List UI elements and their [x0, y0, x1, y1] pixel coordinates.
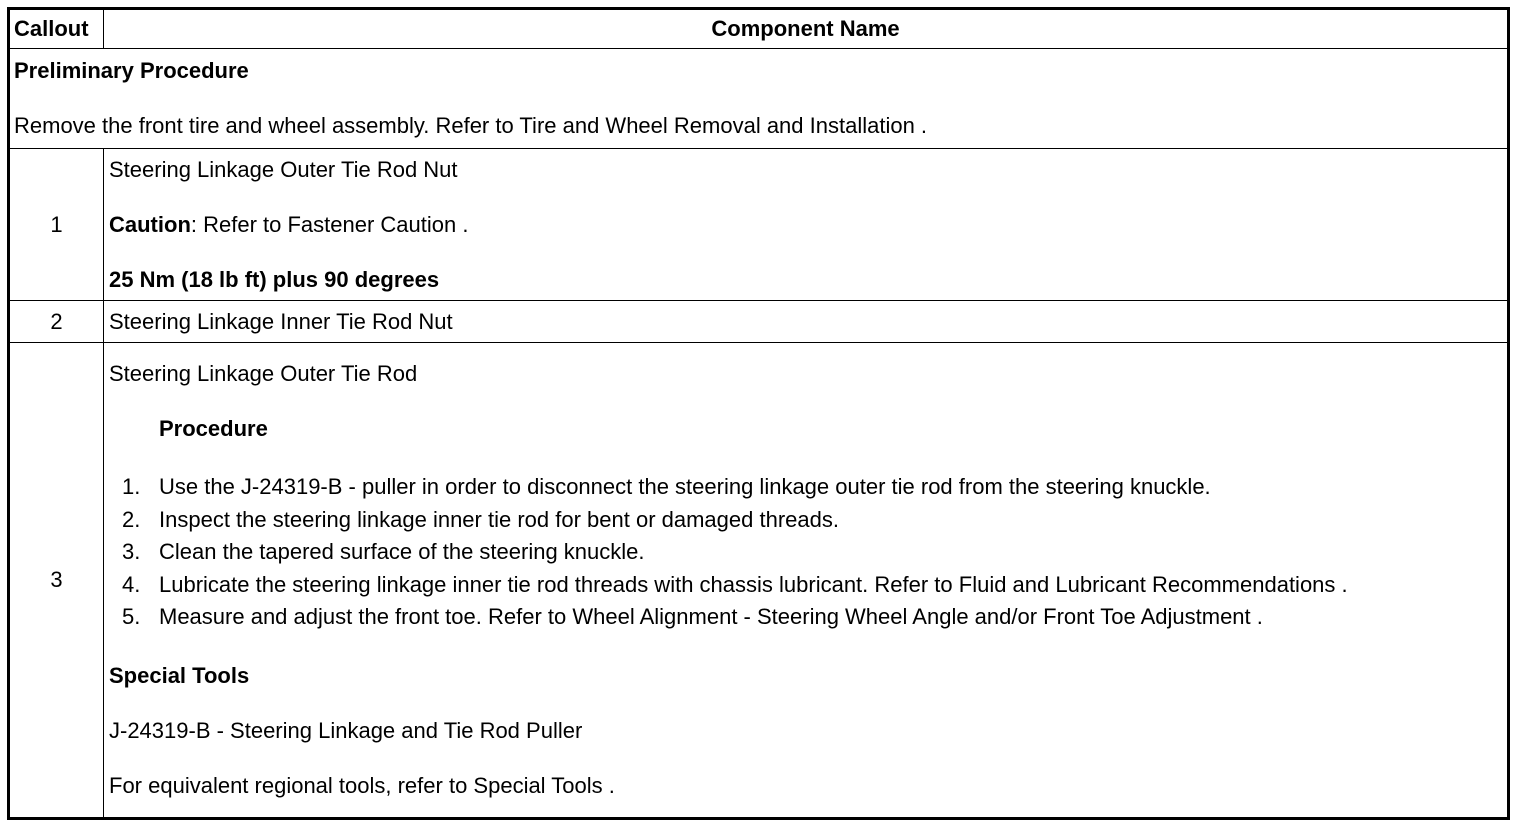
torque-spec: 25 Nm (18 lb ft) plus 90 degrees [109, 266, 440, 292]
step-number: 5. [122, 604, 141, 630]
special-tool: J-24319-B - Steering Linkage and Tie Rod Puller [109, 717, 583, 743]
caution-text: : Refer to Fastener Caution . [190, 211, 469, 237]
table-row [9, 301, 1509, 343]
component-cell [104, 343, 1509, 819]
component-name: Steering Linkage Outer Tie Rod Nut [109, 156, 458, 182]
procedure-label: Procedure [159, 416, 268, 442]
table-row [9, 343, 1509, 819]
callout-number: 3 [9, 343, 104, 819]
preliminary-row [9, 49, 1509, 149]
step-text: Use the J-24319-B - puller in order to disconnect the steering linkage outer tie rod from the steering knuckle. [159, 474, 1211, 500]
caution-line [109, 212, 1503, 238]
list-item [122, 504, 1503, 537]
component-name-header: Component Name [104, 9, 1509, 49]
procedure-steps [109, 471, 1503, 634]
callout-header: Callout [9, 9, 104, 49]
preliminary-title: Preliminary Procedure [14, 58, 249, 83]
step-number: 3. [122, 539, 141, 565]
step-number: 2. [122, 506, 141, 532]
list-item [122, 471, 1503, 504]
list-item [122, 536, 1503, 569]
preliminary-cell [9, 49, 1509, 149]
component-table [7, 7, 1510, 820]
table-row [9, 149, 1509, 301]
regional-tools-note: For equivalent regional tools, refer to Special Tools . [109, 772, 615, 798]
step-text: Inspect the steering linkage inner tie rod for bent or damaged threads. [159, 506, 839, 532]
callout-number: 2 [9, 301, 104, 343]
component-name: Steering Linkage Inner Tie Rod Nut [109, 308, 453, 334]
callout-number: 1 [9, 149, 104, 301]
component-name: Steering Linkage Outer Tie Rod [109, 361, 418, 387]
component-cell [104, 149, 1509, 301]
list-item [122, 569, 1503, 602]
header-row [9, 9, 1509, 49]
caution-label: Caution [109, 211, 191, 237]
step-number: 1. [122, 474, 141, 500]
list-item [122, 601, 1503, 634]
step-text: Clean the tapered surface of the steering knuckle. [159, 539, 645, 565]
component-cell [104, 301, 1509, 343]
step-number: 4. [122, 571, 141, 597]
preliminary-text: Remove the front tire and wheel assembly. Refer to Tire and Wheel Removal and Installation . [14, 113, 928, 138]
special-tools-label: Special Tools [109, 662, 250, 688]
step-text: Measure and adjust the front toe. Refer to Wheel Alignment - Steering Wheel Angle and/or Front Toe Adjustment . [159, 604, 1263, 630]
step-text: Lubricate the steering linkage inner tie rod threads with chassis lubricant. Refer to Fluid and Lubricant Recommendations . [159, 571, 1348, 597]
